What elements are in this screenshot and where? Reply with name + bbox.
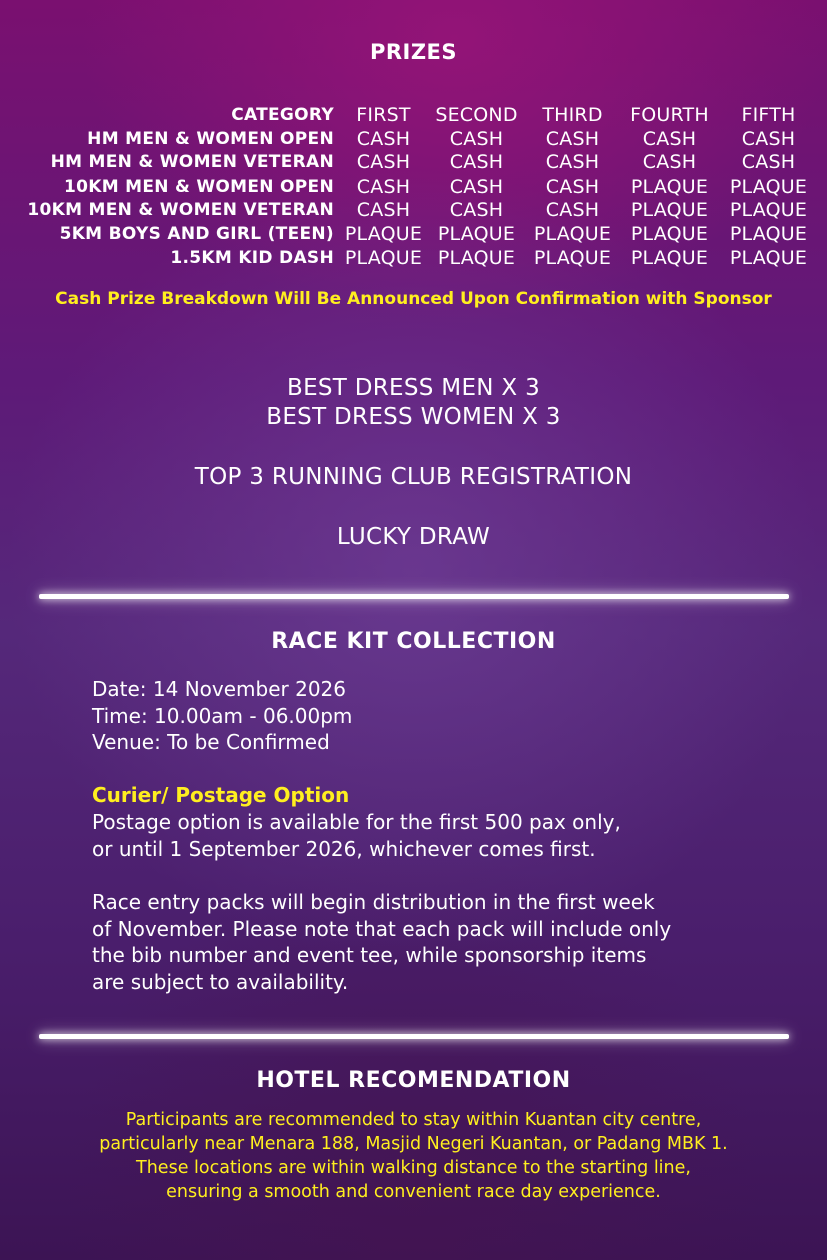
prize-cell: PLAQUE [630, 199, 709, 221]
prizes-title: PRIZES [369, 40, 458, 64]
row-category: 1.5KM KID DASH [170, 248, 334, 268]
distribution-line-4: are subject to availability. [92, 969, 349, 994]
best-dress-women: BEST DRESS WOMEN X 3 [266, 404, 561, 430]
running-club-award: TOP 3 RUNNING CLUB REGISTRATION [194, 464, 633, 490]
prize-cell: CASH [356, 151, 411, 173]
table-row [0, 198, 827, 222]
prize-cell: CASH [356, 175, 411, 198]
race-kit-venue: Venue: To be Confirmed [92, 730, 330, 754]
table-row [0, 175, 827, 199]
prize-cell: CASH [449, 199, 504, 221]
prize-cell: CASH [356, 127, 411, 150]
race-kit-title: RACE KIT COLLECTION [271, 629, 556, 654]
prize-cell: PLAQUE [533, 247, 612, 269]
prize-cell: CASH [449, 151, 504, 173]
prize-cell: CASH [545, 127, 600, 150]
prize-cell: PLAQUE [630, 247, 709, 269]
prize-cell: CASH [642, 127, 697, 150]
prize-table-header [0, 103, 827, 127]
postage-heading: Curier/ Postage Option [92, 783, 350, 807]
postage-line-1: Postage option is available for the first 500 pax only, [92, 810, 621, 834]
hotel-line-4: ensuring a smooth and convenient race day experience. [166, 1182, 661, 1202]
race-kit-time: Time: 10.00am - 06.00pm [92, 703, 353, 728]
row-category: 10KM MEN & WOMEN VETERAN [27, 200, 334, 220]
prize-cell: PLAQUE [729, 247, 808, 269]
prize-cell: PLAQUE [437, 247, 516, 269]
row-category: HM MEN & WOMEN VETERAN [50, 152, 334, 172]
table-row [0, 246, 827, 270]
prize-cell: CASH [545, 151, 600, 173]
prize-cell: PLAQUE [729, 199, 808, 221]
hotel-line-3: These locations are within walking distance to the starting line, [136, 1158, 691, 1178]
section-divider [39, 1034, 789, 1039]
distribution-line-2: of November. Please note that each pack will include only [92, 916, 672, 941]
hotel-line-2: particularly near Menara 188, Masjid Negeri Kuantan, or Padang MBK 1. [99, 1134, 728, 1154]
prize-cell: PLAQUE [630, 175, 709, 198]
distribution-line-3: the bib number and event tee, while sponsorship items [92, 943, 647, 967]
prize-cell: CASH [545, 199, 600, 221]
best-dress-men: BEST DRESS MEN X 3 [287, 375, 540, 401]
header-third: THIRD [542, 104, 603, 126]
table-row [0, 222, 827, 246]
prize-cell: CASH [741, 151, 796, 173]
row-category: HM MEN & WOMEN OPEN [87, 128, 334, 149]
prize-cell: CASH [449, 127, 504, 150]
prize-cell: PLAQUE [729, 175, 808, 198]
postage-line-2: or until 1 September 2026, whichever comes first. [92, 837, 596, 861]
distribution-line-1: Race entry packs will begin distribution in the first week [92, 890, 655, 914]
section-divider [39, 594, 789, 599]
prize-cell: PLAQUE [344, 223, 423, 245]
row-category: 5KM BOYS AND GIRL (TEEN) [59, 224, 334, 244]
prize-note: Cash Prize Breakdown Will Be Announced Upon Confirmation with Sponsor [55, 289, 772, 309]
header-category: CATEGORY [231, 105, 334, 125]
prize-cell: CASH [741, 127, 796, 150]
prize-cell: CASH [356, 199, 411, 221]
prize-cell: PLAQUE [344, 247, 423, 269]
header-first: FIRST [356, 104, 411, 126]
row-category: 10KM MEN & WOMEN OPEN [63, 176, 334, 197]
table-row [0, 150, 827, 174]
prize-cell: PLAQUE [630, 223, 709, 245]
lucky-draw: LUCKY DRAW [336, 524, 491, 550]
hotel-title: HOTEL RECOMENDATION [256, 1068, 571, 1093]
prize-cell: CASH [545, 175, 600, 198]
table-row [0, 127, 827, 151]
race-kit-date: Date: 14 November 2026 [92, 677, 347, 701]
header-fourth: FOURTH [630, 104, 709, 126]
prize-cell: PLAQUE [729, 223, 808, 245]
header-fifth: FIFTH [741, 104, 796, 126]
prize-cell: PLAQUE [437, 223, 516, 245]
hotel-line-1: Participants are recommended to stay within Kuantan city centre, [125, 1110, 702, 1130]
prize-cell: CASH [449, 175, 504, 198]
prize-cell: PLAQUE [533, 223, 612, 245]
prize-cell: CASH [642, 151, 697, 173]
header-second: SECOND [435, 104, 518, 126]
